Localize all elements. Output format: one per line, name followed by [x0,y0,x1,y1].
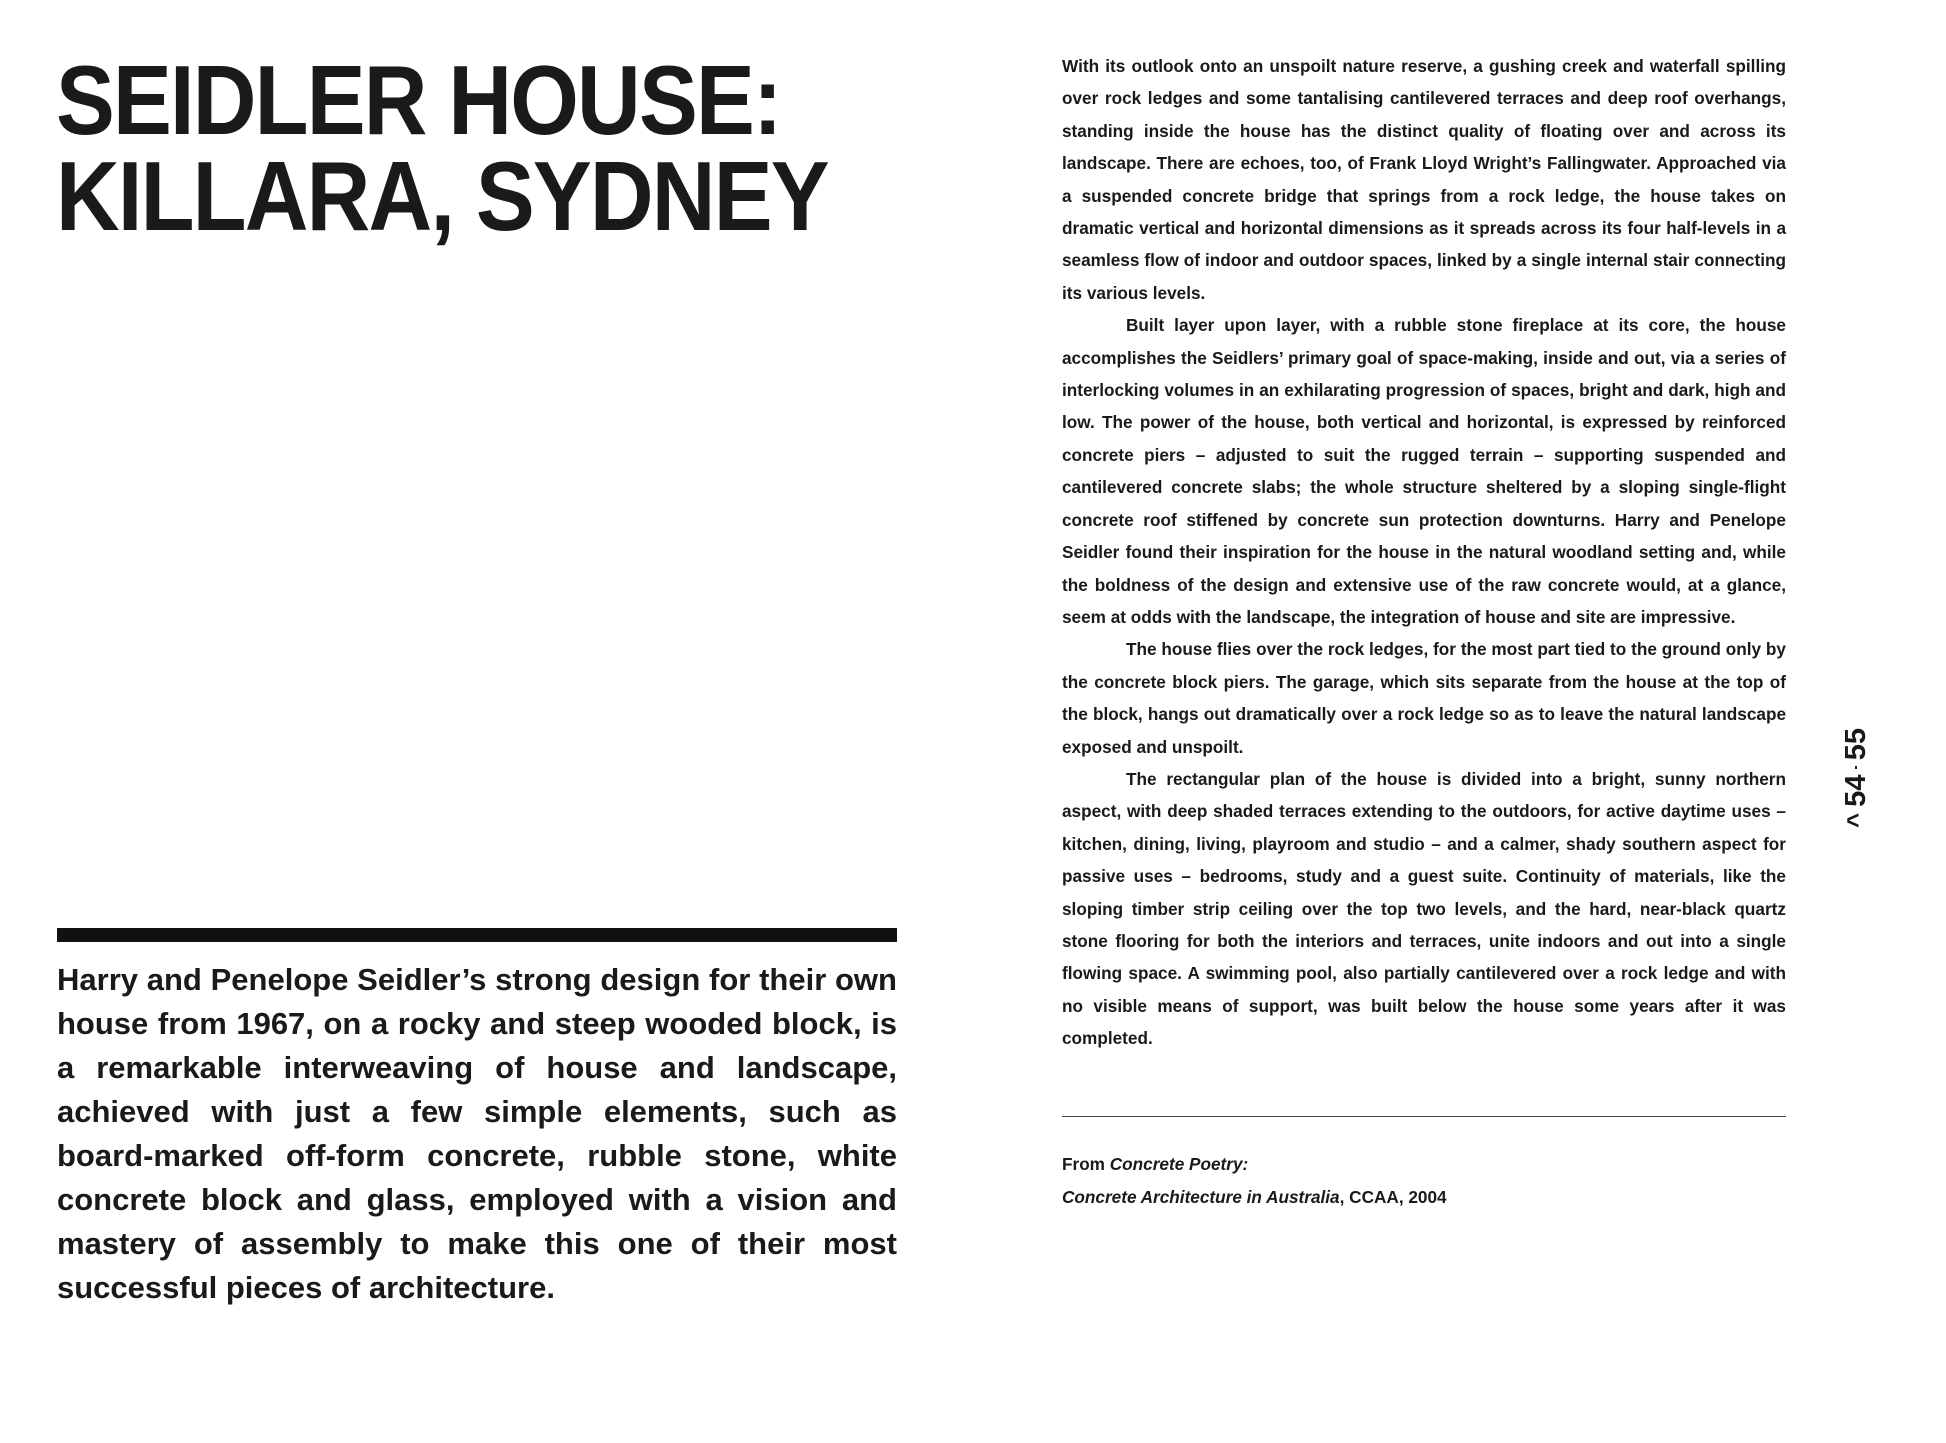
source-suffix: , CCAA, 2004 [1339,1187,1447,1207]
intro-paragraph: Harry and Penelope Seidler’s strong design for their own house from 1967, on a rocky and steep wooded block, is a remarkable interweaving of house and landscape, achieved with just a few simple elements, such as board-marked off-form concrete, rubble stone, white concrete block and glass, employed with a vision and mastery of assembly to make this one of their most successful pieces of architecture. [57,962,897,1305]
source-citation [1062,1148,1786,1214]
page-numbers [1840,728,1872,828]
right-page [973,0,1946,1443]
page-title [56,45,848,251]
page-number-left: 54 [1840,774,1872,807]
page-number-right: 55 [1840,728,1872,761]
source-book-title-1: Concrete Poetry: [1109,1154,1249,1174]
body-text [1062,50,1786,1055]
title-line-1: SEIDLER HOUSE: [56,45,781,155]
source-book-title-2: Concrete Architecture in Australia [1062,1187,1340,1207]
title-line-2: KILLARA, SYDNEY [56,141,828,251]
source-line-1 [1062,1148,1786,1181]
body-paragraph-3: The house flies over the rock ledges, for the most part tied to the ground only by the concrete block piers. The garage, which sits separate from the house at the top of the block, hangs out dramatically over a rock ledge so as to leave the natural landscape exposed and unspoilt. [1062,639,1786,757]
source-line-2 [1062,1181,1786,1214]
body-paragraph-2: Built layer upon layer, with a rubble stone fireplace at its core, the house accomplishes the Seidlers’ primary goal of space-making, inside and out, via a series of interlocking volumes in an exhilarating progression of spaces, bright and dark, high and low. The power of the house, both vertical and horizontal, is expressed by reinforced concrete piers – adjusted to suit the rugged terrain – supporting suspended and cantilevered concrete slabs; the whole structure sheltered by a sloping single-flight concrete roof stiffened by concrete sun protection downturns. Harry and Penelope Seidler found their inspiration for the house in the natural woodland setting and, while the boldness of the design and extensive use of the raw concrete would, at a glance, seem at odds with the landscape, the integration of house and site are impressive. [1062,315,1786,627]
folio-dash [1855,766,1857,768]
source-divider [1062,1116,1786,1117]
body-paragraph-4: The rectangular plan of the house is divided into a bright, sunny northern aspect, with deep shaded terraces extending to the outdoors, for active daytime uses – kitchen, dining, living, playroom and studio – and a calmer, shady southern aspect for passive uses – bedrooms, study and a guest suite. Continuity of materials, like the sloping timber strip ceiling over the top two levels, and the hard, near-black quartz stone flooring for both the interiors and terraces, unite indoors and out into a single flowing space. A swimming pool, also partially cantilevered over a rock ledge and with no visible means of support, was built below the house some years after it was completed. [1062,768,1786,1049]
folio-caret: ^ [1841,812,1871,828]
intro-divider [57,928,897,942]
source-prefix: From [1062,1154,1110,1174]
body-paragraph-1: With its outlook onto an unspoilt nature reserve, a gushing creek and waterfall spilling over rock ledges and some tantalising cantilevered terraces and deep roof overhangs, standing inside the house has the distinct quality of floating over and across its landscape. There are echoes, too, of Frank Lloyd Wright’s Fallingwater. Approached via a suspended concrete bridge that springs from a rock ledge, the house takes on dramatic vertical and horizontal dimensions as it spreads across its four half-levels in a seamless flow of indoor and outdoor spaces, linked by a single internal stair connecting its various levels. [1062,56,1786,303]
